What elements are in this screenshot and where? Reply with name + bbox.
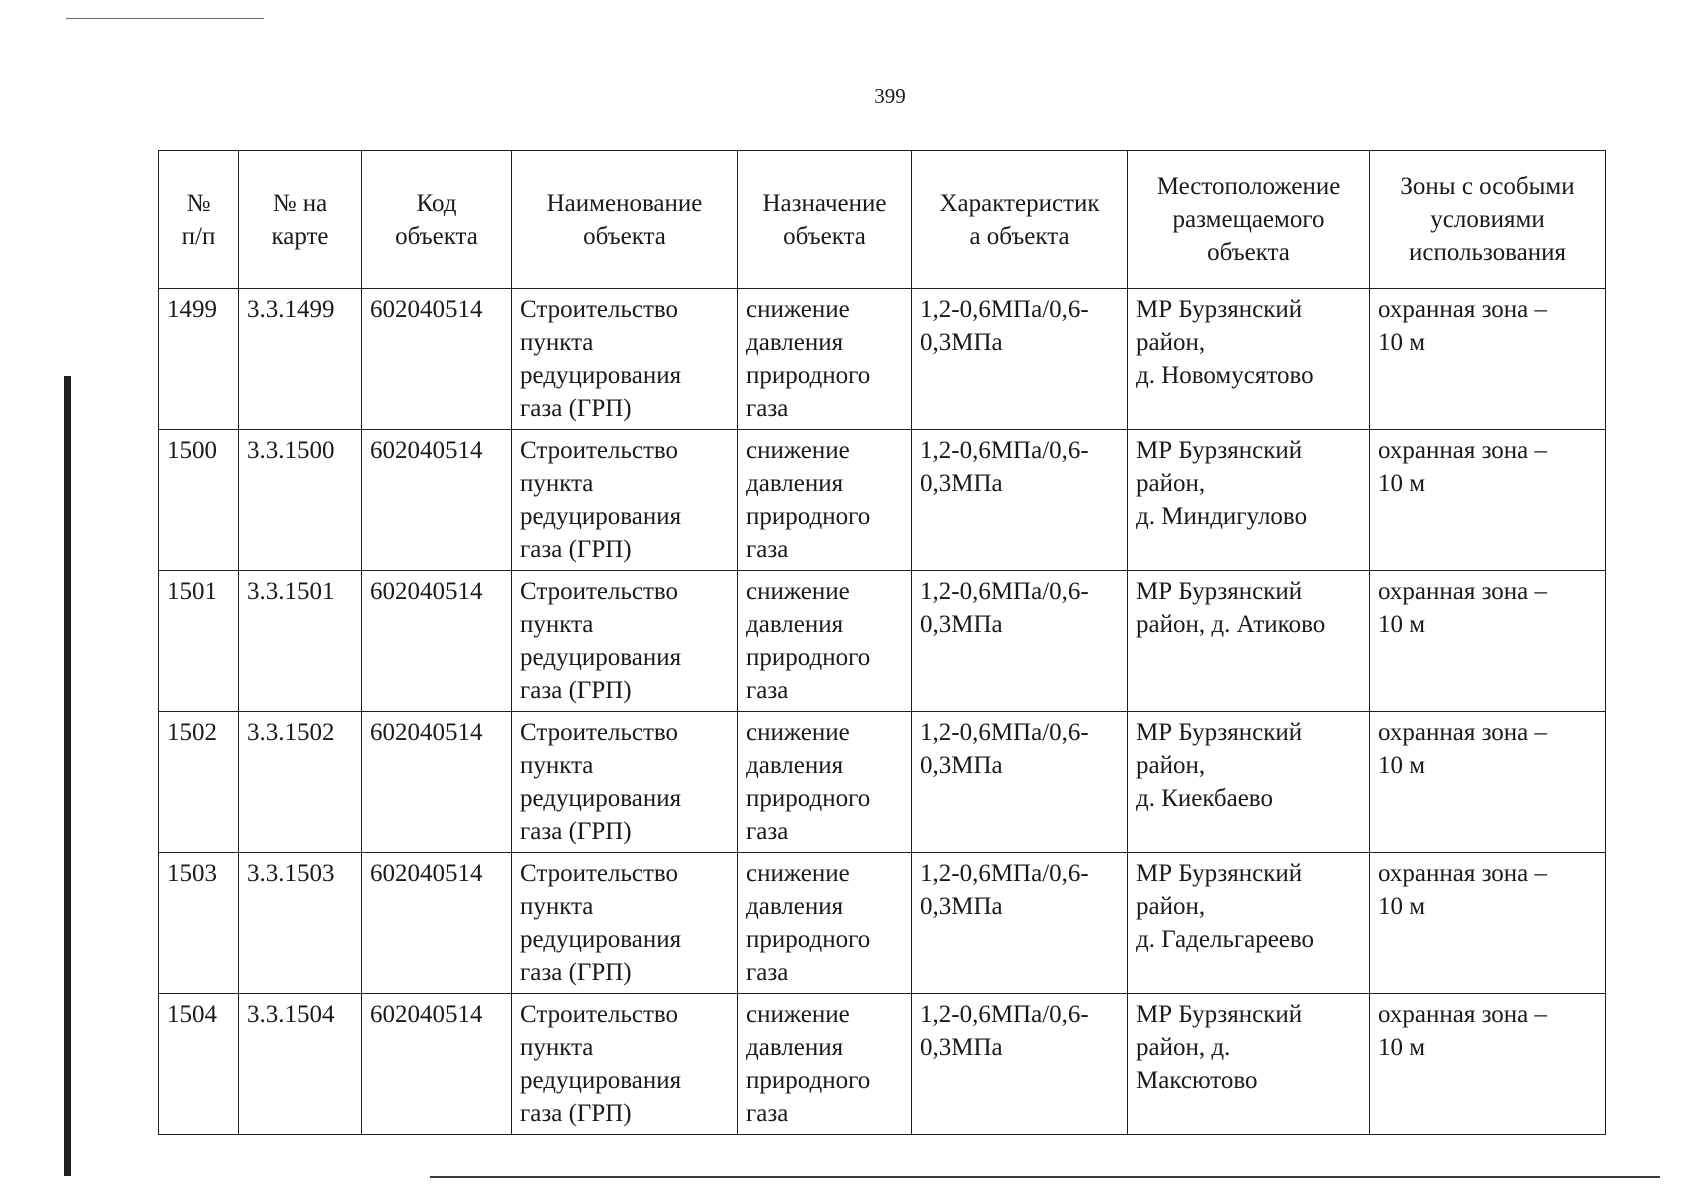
- cell-object-characteristic: 1,2-0,6МПа/0,6- 0,3МПа: [912, 712, 1128, 853]
- cell-special-zone: охранная зона – 10 м: [1370, 289, 1606, 430]
- header-cell-object-name: Наименование объекта: [512, 151, 738, 289]
- cell-object-location: МР Бурзянский район, д. Новомусятово: [1128, 289, 1370, 430]
- cell-number: 1504: [159, 994, 239, 1135]
- scan-edge-line-bottom: [430, 1176, 1660, 1178]
- header-cell-map-number: № на карте: [239, 151, 362, 289]
- header-cell-object-code: Код объекта: [362, 151, 512, 289]
- table-row: [159, 289, 1606, 430]
- table-row: [159, 853, 1606, 994]
- cell-special-zone: охранная зона – 10 м: [1370, 994, 1606, 1135]
- cell-object-code: 602040514: [362, 571, 512, 712]
- cell-object-characteristic: 1,2-0,6МПа/0,6- 0,3МПа: [912, 430, 1128, 571]
- cell-map-number: 3.3.1502: [239, 712, 362, 853]
- cell-object-purpose: снижение давления природного газа: [738, 289, 912, 430]
- cell-object-characteristic: 1,2-0,6МПа/0,6- 0,3МПа: [912, 571, 1128, 712]
- cell-object-location: МР Бурзянский район, д. Киекбаево: [1128, 712, 1370, 853]
- scan-binding-shadow: [64, 376, 71, 1176]
- cell-number: 1502: [159, 712, 239, 853]
- header-cell-object-purpose: Назначение объекта: [738, 151, 912, 289]
- cell-object-name: Строительство пункта редуцирования газа (ГРП): [512, 712, 738, 853]
- cell-object-characteristic: 1,2-0,6МПа/0,6- 0,3МПа: [912, 994, 1128, 1135]
- cell-map-number: 3.3.1500: [239, 430, 362, 571]
- header-cell-object-characteristic: Характеристик а объекта: [912, 151, 1128, 289]
- cell-object-purpose: снижение давления природного газа: [738, 571, 912, 712]
- cell-number: 1500: [159, 430, 239, 571]
- cell-map-number: 3.3.1504: [239, 994, 362, 1135]
- cell-number: 1503: [159, 853, 239, 994]
- cell-object-purpose: снижение давления природного газа: [738, 430, 912, 571]
- table-row: [159, 712, 1606, 853]
- cell-number: 1501: [159, 571, 239, 712]
- cell-object-purpose: снижение давления природного газа: [738, 994, 912, 1135]
- table-row: [159, 994, 1606, 1135]
- cell-object-location: МР Бурзянский район, д. Гадельгареево: [1128, 853, 1370, 994]
- cell-object-name: Строительство пункта редуцирования газа (ГРП): [512, 289, 738, 430]
- cell-object-code: 602040514: [362, 712, 512, 853]
- table-header-row: [159, 151, 1606, 289]
- page-number: 399: [874, 84, 906, 108]
- cell-object-code: 602040514: [362, 430, 512, 571]
- cell-object-code: 602040514: [362, 853, 512, 994]
- cell-object-location: МР Бурзянский район, д. Атиково: [1128, 571, 1370, 712]
- cell-special-zone: охранная зона – 10 м: [1370, 571, 1606, 712]
- cell-object-name: Строительство пункта редуцирования газа (ГРП): [512, 853, 738, 994]
- cell-map-number: 3.3.1503: [239, 853, 362, 994]
- table-row: [159, 430, 1606, 571]
- header-cell-object-location: Местоположение размещаемого объекта: [1128, 151, 1370, 289]
- cell-object-purpose: снижение давления природного газа: [738, 853, 912, 994]
- cell-object-code: 602040514: [362, 994, 512, 1135]
- cell-number: 1499: [159, 289, 239, 430]
- cell-object-name: Строительство пункта редуцирования газа (ГРП): [512, 571, 738, 712]
- cell-map-number: 3.3.1499: [239, 289, 362, 430]
- cell-object-characteristic: 1,2-0,6МПа/0,6- 0,3МПа: [912, 289, 1128, 430]
- cell-object-name: Строительство пункта редуцирования газа (ГРП): [512, 994, 738, 1135]
- cell-object-name: Строительство пункта редуцирования газа (ГРП): [512, 430, 738, 571]
- cell-special-zone: охранная зона – 10 м: [1370, 853, 1606, 994]
- cell-object-location: МР Бурзянский район, д. Максютово: [1128, 994, 1370, 1135]
- header-cell-number: № п/п: [159, 151, 239, 289]
- cell-special-zone: охранная зона – 10 м: [1370, 430, 1606, 571]
- cell-object-code: 602040514: [362, 289, 512, 430]
- cell-special-zone: охранная зона – 10 м: [1370, 712, 1606, 853]
- objects-table: [158, 150, 1606, 1135]
- scan-edge-line-top: [66, 18, 264, 19]
- cell-object-purpose: снижение давления природного газа: [738, 712, 912, 853]
- header-cell-special-zones: Зоны с особыми условиями использования: [1370, 151, 1606, 289]
- table-row: [159, 571, 1606, 712]
- cell-object-characteristic: 1,2-0,6МПа/0,6- 0,3МПа: [912, 853, 1128, 994]
- cell-object-location: МР Бурзянский район, д. Миндигулово: [1128, 430, 1370, 571]
- cell-map-number: 3.3.1501: [239, 571, 362, 712]
